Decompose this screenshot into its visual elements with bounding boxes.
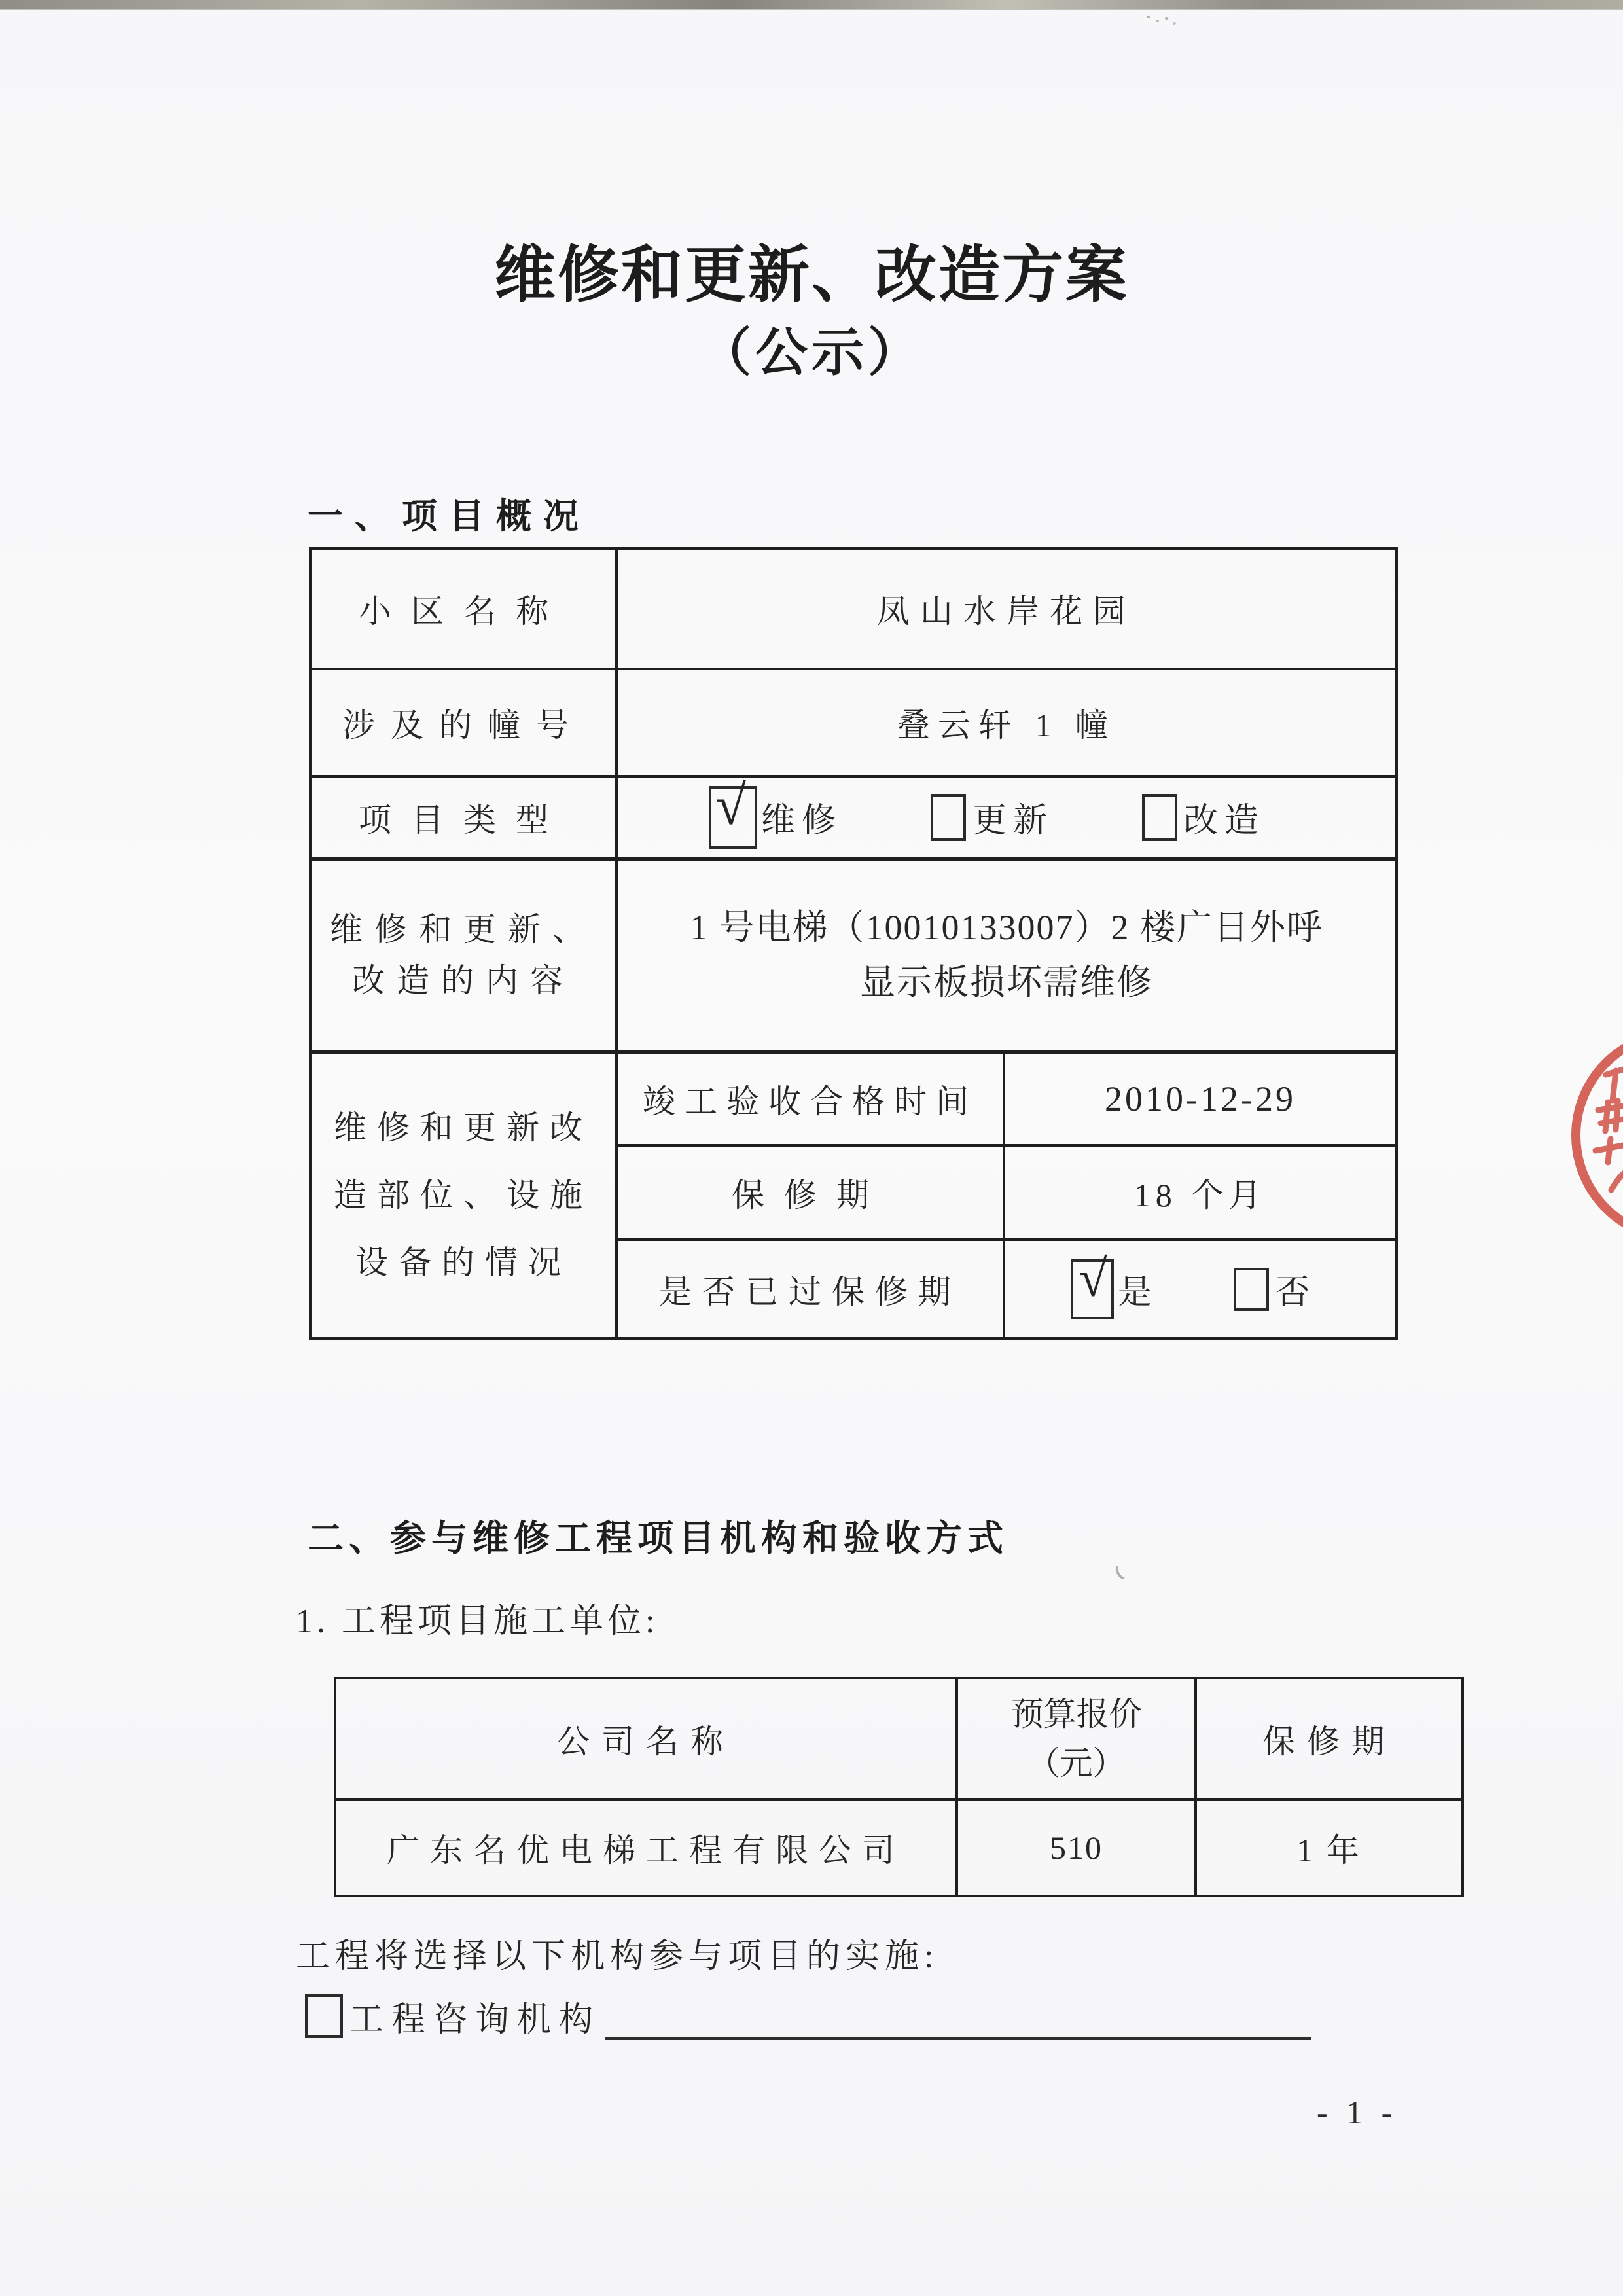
implementation-note: 工程将选择以下机构参与项目的实施: — [296, 1938, 939, 1975]
no-checkbox-unchecked — [1234, 1268, 1269, 1311]
work-content-value: 1 号电梯（10010133007）2 楼广日外呼 显示板损坏需维修 — [616, 859, 1397, 1052]
yes-checkbox-checked — [1071, 1249, 1114, 1319]
budget-quote-header: 预算报价 （元） — [957, 1678, 1196, 1799]
completion-acceptance-date: 2010-12-29 — [1004, 1052, 1397, 1145]
document-title: 维修和更新、改造方案 — [493, 242, 1129, 310]
community-name-value: 凤山水岸花园 — [616, 548, 1397, 669]
section2-heading: 二、参与维修工程项目机构和验收方式 — [308, 1518, 1009, 1558]
warranty-period-label: 保修期 — [616, 1145, 1004, 1240]
stamp-circle-arc — [1576, 1033, 1623, 1238]
consulting-agency-label: 工程咨询机构 — [349, 2001, 601, 2039]
building-number-value: 叠云轩 1 幢 — [616, 669, 1397, 776]
table-row — [310, 548, 1397, 669]
page-number: - 1 - — [1317, 2094, 1398, 2130]
project-type-label: 项目类型 — [310, 776, 616, 859]
consulting-agency-option — [305, 1986, 1311, 2046]
stamp-stroke — [1598, 1101, 1623, 1131]
stamp-text-strokes — [1596, 1069, 1623, 1190]
scan-scratch-artifact — [1112, 1556, 1139, 1584]
table-header-row — [335, 1678, 1463, 1799]
warranty-expired-options-cell — [1004, 1240, 1397, 1338]
construction-unit-item-label: 1. 工程项目施工单位: — [296, 1603, 659, 1640]
project-overview-table — [309, 547, 1398, 1340]
community-name-label: 小区名称 — [310, 548, 616, 669]
consulting-agency-checkbox-unchecked — [305, 1994, 343, 2038]
stamp-stroke — [1611, 1173, 1623, 1190]
document-subtitle: （公示） — [699, 325, 924, 382]
warranty-header: 保修期 — [1196, 1678, 1463, 1799]
check-mark: √ — [1079, 1249, 1107, 1308]
budget-quote-value: 510 — [957, 1799, 1196, 1896]
warranty-expired-label: 是否已过保修期 — [616, 1240, 1004, 1338]
repair-option-label: 维修 — [761, 802, 843, 840]
fill-in-blank-line — [605, 1992, 1311, 2040]
table-row — [310, 859, 1397, 1052]
table-row — [335, 1799, 1463, 1896]
renewal-checkbox-unchecked — [931, 794, 966, 841]
scan-speck-artifact — [1147, 16, 1150, 18]
building-number-label: 涉及的幢号 — [310, 669, 616, 776]
work-content-label: 维修和更新、 改造的内容 — [310, 859, 616, 1052]
official-stamp — [1544, 1008, 1623, 1270]
company-name-header: 公司名称 — [335, 1678, 957, 1799]
section1-heading: 一、项目概况 — [308, 497, 590, 536]
table-row — [310, 669, 1397, 776]
stamp-stroke — [1606, 1069, 1623, 1101]
completion-acceptance-label: 竣工验收合格时间 — [616, 1052, 1004, 1145]
no-option-label: 否 — [1275, 1274, 1317, 1312]
equipment-status-label: 维修和更新改 造部位、设施 设备的情况 — [310, 1052, 616, 1338]
renewal-option-label: 更新 — [972, 802, 1054, 840]
table-row — [310, 776, 1397, 859]
renovation-option-label: 改造 — [1184, 802, 1266, 840]
yes-option-label: 是 — [1118, 1274, 1159, 1312]
company-name-value: 广东名优电梯工程有限公司 — [335, 1799, 957, 1896]
repair-checkbox-checked — [709, 773, 757, 849]
stamp-stroke — [1596, 1139, 1623, 1162]
scanner-edge-strip — [0, 0, 1623, 9]
construction-unit-table — [334, 1677, 1464, 1897]
table-row — [310, 1052, 1397, 1145]
warranty-value: 1 年 — [1196, 1799, 1463, 1896]
warranty-period-value: 18 个月 — [1004, 1145, 1397, 1240]
renovation-checkbox-unchecked — [1142, 794, 1177, 841]
check-mark: √ — [715, 773, 747, 836]
project-type-options-cell — [616, 773, 1397, 859]
